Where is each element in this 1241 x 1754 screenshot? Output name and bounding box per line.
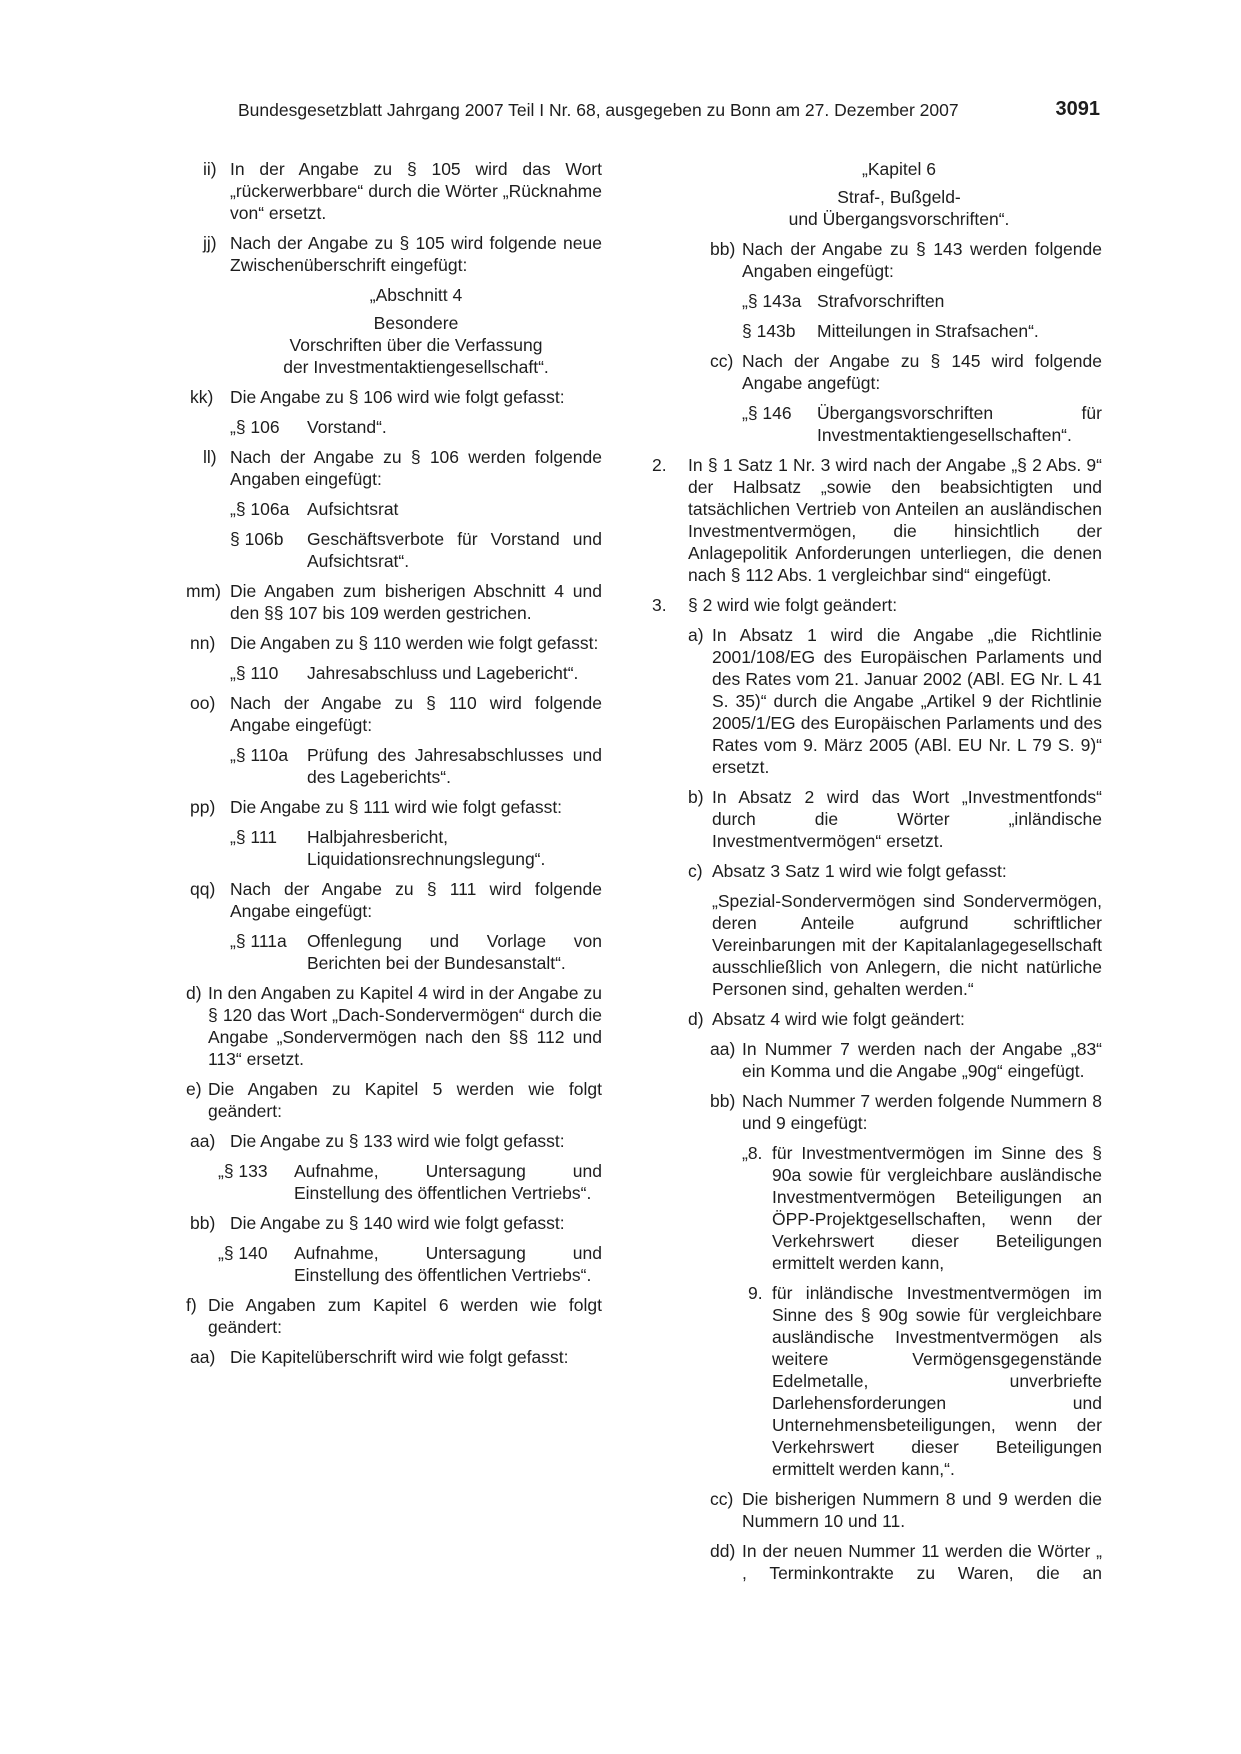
item-marker: oo) [190, 693, 216, 713]
reference-number: „§ 146 [742, 403, 792, 423]
reference-text: Halbjahresbericht, Liquidationsrechnungslegung“. [307, 827, 546, 869]
item-text: für Investmentvermögen im Sinne des § 90a sowie für vergleichbare ausländische Investmentvermögen Beteiligungen an ÖPP-Projektgesellschaften, wenn der Verkehrswert dieser Beteiligungen ermittelt werden kann, [772, 1143, 1102, 1273]
item-text: Die Angabe zu § 111 wird wie folgt gefasst: [230, 797, 563, 817]
item-text: Nach der Angabe zu § 105 wird folgende neue Zwischenüberschrift eingefügt: [230, 233, 602, 275]
reference-number: „§ 110 [230, 663, 279, 683]
reference-entry [186, 416, 602, 438]
item-marker: cc) [710, 351, 734, 371]
item-text: Die Angaben zu § 110 werden wie folgt gefasst: [230, 633, 599, 653]
item-nn [186, 632, 602, 654]
reference-text: Aufsichtsrat [307, 499, 399, 519]
reference-text: Offenlegung und Vorlage von Berichten bei der Bundesanstalt“. [307, 931, 602, 973]
item-d-bb-8 [652, 1142, 1102, 1274]
heading-abschnitt [186, 284, 602, 378]
item-ii [186, 158, 602, 224]
reference-text: Jahresabschluss und Lagebericht“. [307, 663, 579, 683]
item-b [652, 786, 1102, 852]
reference-entry [186, 498, 602, 520]
item-text: In § 1 Satz 1 Nr. 3 wird nach der Angabe „§ 2 Abs. 9“ der Halbsatz „sowie den beabsichtigten und tatsächlichen Vertrieb von Anteilen an ausländischen Investmentvermögen, die hinsichtlich der Anlagepolitik Anforderungen unterliegen, die denen nach § 112 Abs. 1 vergleichbar sind“ eingefügt. [688, 455, 1102, 585]
item-text: Die Angabe zu § 106 wird wie folgt gefasst: [230, 387, 565, 407]
item-kk [186, 386, 602, 408]
reference-number: „§ 110a [230, 745, 289, 765]
reference-entry [186, 744, 602, 788]
item-d-dd [652, 1540, 1102, 1584]
reference-entry [186, 826, 602, 870]
heading-line: Straf-, Bußgeld- [837, 187, 961, 207]
heading-line: „Kapitel 6 [862, 159, 936, 179]
item-marker: bb) [710, 239, 736, 259]
item-marker: aa) [710, 1039, 736, 1059]
item-marker: ii) [203, 159, 217, 179]
header-title: Bundesgesetzblatt Jahrgang 2007 Teil I Nr. 68, ausgegeben zu Bonn am 27. Dezember 2007 [238, 100, 959, 120]
page-header [238, 100, 1100, 130]
item-ll [186, 446, 602, 490]
item-marker: aa) [190, 1131, 216, 1151]
item-text: Nach der Angabe zu § 143 werden folgende Angaben eingefügt: [742, 239, 1102, 281]
item-text: Die Angaben zum bisherigen Abschnitt 4 und den §§ 107 bis 109 werden gestrichen. [230, 581, 602, 623]
reference-number: „§ 106 [230, 417, 280, 437]
item-cc [652, 350, 1102, 394]
reference-entry [652, 290, 1102, 312]
reference-entry [186, 662, 602, 684]
reference-entry [652, 402, 1102, 446]
item-text: In der Angabe zu § 105 wird das Wort „rückerwerbbare“ durch die Wörter „Rücknahme von“ ersetzt. [230, 159, 602, 223]
item-text: In der neuen Nummer 11 werden die Wörter „ , Terminkontrakte zu Waren, die an [742, 1541, 1102, 1583]
item-marker: c) [688, 861, 703, 881]
page-number: 3091 [1055, 98, 1100, 120]
item-text: Absatz 3 Satz 1 wird wie folgt gefasst: [712, 861, 1007, 881]
reference-entry [186, 930, 602, 974]
right-column [652, 158, 1102, 1592]
reference-text: Aufnahme, Untersagung und Einstellung des öffentlichen Vertriebs“. [294, 1161, 602, 1203]
item-text: Nach der Angabe zu § 145 wird folgende Angabe angefügt: [742, 351, 1102, 393]
item-text: In Absatz 1 wird die Angabe „die Richtlinie 2001/108/EG des Europäischen Parlaments und des Rates vom 21. Januar 2002 (ABl. EG Nr. L 41 S. 35)“ durch die Angabe „Artikel 9 der Richtlinie 2005/1/EG des Europäischen Parlaments und des Rates vom 9. März 2005 (ABl. EU Nr. L 79 S. 9)“ ersetzt. [712, 625, 1102, 777]
item-text: Absatz 4 wird wie folgt geändert: [712, 1009, 965, 1029]
item-text: In Absatz 2 wird das Wort „Investmentfonds“ durch die Wörter „inländische Investmentvermögen“ ersetzt. [712, 787, 1102, 851]
item-text: Die Kapitelüberschrift wird wie folgt gefasst: [230, 1347, 569, 1367]
item-pp [186, 796, 602, 818]
reference-number: § 106b [230, 529, 284, 549]
reference-number: „§ 140 [218, 1243, 268, 1263]
item-marker: jj) [203, 233, 217, 253]
reference-entry [186, 1160, 602, 1204]
reference-number: „§ 111 [230, 827, 278, 847]
heading-line: und Übergangsvorschriften“. [788, 209, 1010, 229]
reference-entry [652, 320, 1102, 342]
reference-number: „§ 106a [230, 499, 290, 519]
item-qq [186, 878, 602, 922]
item-text: für inländische Investmentvermögen im Sinne des § 90g sowie für vergleichbare ausländische Investmentvermögen als weitere Vermögensgegenstände Edelmetalle, unverbriefte Darlehensforderungen und Unternehmensbeteiligungen, wenn der Verkehrswert dieser Beteiligungen ermittelt werden kann,“. [772, 1283, 1102, 1479]
item-bb [652, 238, 1102, 282]
item-marker: 3. [652, 595, 667, 615]
reference-text: Strafvorschriften [817, 291, 945, 311]
item-d [652, 1008, 1102, 1030]
item-mm [186, 580, 602, 624]
item-marker: aa) [190, 1347, 216, 1367]
item-d-cc [652, 1488, 1102, 1532]
item-text: Die Angabe zu § 133 wird wie folgt gefasst: [230, 1131, 565, 1151]
item-text: § 2 wird wie folgt geändert: [688, 595, 898, 615]
item-marker: a) [688, 625, 704, 645]
item-marker: pp) [190, 797, 216, 817]
item-marker: dd) [710, 1541, 736, 1561]
item-3 [652, 594, 1102, 616]
item-marker: 2. [652, 455, 667, 475]
item-marker: e) [186, 1079, 202, 1099]
reference-number: „§ 143a [742, 291, 802, 311]
heading-line: „Abschnitt 4 [369, 285, 463, 305]
item-text: Nach der Angabe zu § 106 werden folgende Angaben eingefügt: [230, 447, 602, 489]
item-text: Die bisherigen Nummern 8 und 9 werden die Nummern 10 und 11. [742, 1489, 1102, 1531]
item-marker: „8. [742, 1143, 763, 1163]
reference-number: „§ 133 [218, 1161, 268, 1181]
item-d-bb [652, 1090, 1102, 1134]
item-marker: bb) [190, 1213, 216, 1233]
item-marker: kk) [190, 387, 214, 407]
item-marker: nn) [190, 633, 216, 653]
reference-number: „§ 111a [230, 931, 287, 951]
item-text: In den Angaben zu Kapitel 4 wird in der Angabe zu § 120 das Wort „Dach-Sondervermögen“ durch die Angabe „Sondervermögen nach den §§ 112 und 113“ ersetzt. [208, 983, 602, 1069]
item-text: Die Angabe zu § 140 wird wie folgt gefasst: [230, 1213, 565, 1233]
item-e-bb [186, 1212, 602, 1234]
item-e-aa [186, 1130, 602, 1152]
item-marker: d) [186, 983, 202, 1003]
heading-line: Besondere [373, 313, 459, 333]
item-c [652, 860, 1102, 882]
item-text: In Nummer 7 werden nach der Angabe „83“ ein Komma und die Angabe „90g“ eingefügt. [742, 1039, 1102, 1081]
item-d-aa [652, 1038, 1102, 1082]
item-text: Nach der Angabe zu § 110 wird folgende Angabe eingefügt: [230, 693, 602, 735]
heading-line: Vorschriften über die Verfassung [289, 335, 543, 355]
item-marker: d) [688, 1009, 704, 1029]
item-marker: b) [688, 787, 704, 807]
item-marker: cc) [710, 1489, 734, 1509]
left-column [186, 158, 602, 1376]
item-marker: mm) [186, 581, 221, 601]
item-text: Nach Nummer 7 werden folgende Nummern 8 und 9 eingefügt: [742, 1091, 1102, 1133]
heading-line: der Investmentaktiengesellschaft“. [283, 357, 549, 377]
reference-entry [186, 1242, 602, 1286]
item-f-aa [186, 1346, 602, 1368]
quoted-text: „Spezial-Sondervermögen sind Sondervermögen, deren Anteile aufgrund schriftlicher Vereinbarungen mit der Kapitalanlagegesellschaft ausschließlich von Anlegern, die nicht natürliche Personen sind, gehalten werden.“ [712, 891, 1102, 999]
reference-entry [186, 528, 602, 572]
item-marker: f) [186, 1295, 197, 1315]
item-d-bb-9 [652, 1282, 1102, 1480]
reference-text: Prüfung des Jahresabschlusses und des Lageberichts“. [307, 745, 602, 787]
reference-text: Mitteilungen in Strafsachen“. [817, 321, 1039, 341]
item-marker: 9. [748, 1283, 763, 1303]
item-e [186, 1078, 602, 1122]
reference-text: Aufnahme, Untersagung und Einstellung des öffentlichen Vertriebs“. [294, 1243, 602, 1285]
item-marker: qq) [190, 879, 216, 899]
item-marker: ll) [203, 447, 217, 467]
reference-number: § 143b [742, 321, 796, 341]
item-text: Die Angaben zu Kapitel 5 werden wie folgt geändert: [208, 1079, 602, 1121]
item-d [186, 982, 602, 1070]
item-marker: bb) [710, 1091, 736, 1111]
heading-kapitel [652, 158, 1102, 230]
reference-text: Vorstand“. [307, 417, 387, 437]
item-text: Nach der Angabe zu § 111 wird folgende Angabe eingefügt: [230, 879, 602, 921]
item-text: Die Angaben zum Kapitel 6 werden wie folgt geändert: [208, 1295, 602, 1337]
item-a [652, 624, 1102, 778]
item-2 [652, 454, 1102, 586]
item-jj [186, 232, 602, 276]
item-f [186, 1294, 602, 1338]
item-oo [186, 692, 602, 736]
reference-text: Übergangsvorschriften für Investmentaktiengesellschaften“. [817, 403, 1102, 445]
reference-text: Geschäftsverbote für Vorstand und Aufsichtsrat“. [307, 529, 602, 571]
